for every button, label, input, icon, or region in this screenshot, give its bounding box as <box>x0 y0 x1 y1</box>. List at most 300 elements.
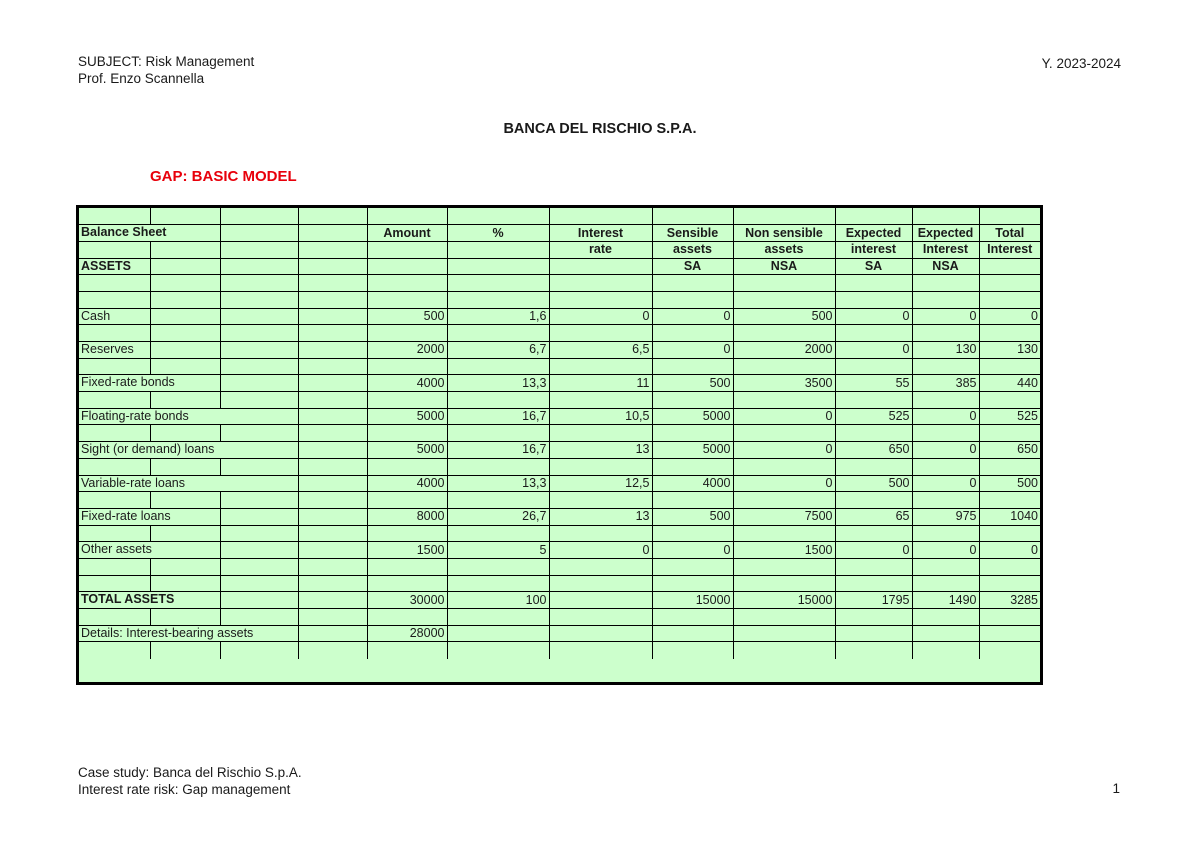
table-cell <box>447 275 549 292</box>
table-cell <box>220 508 298 525</box>
table-cell <box>733 275 835 292</box>
value-rate: 13 <box>549 508 652 525</box>
table-cell <box>733 558 835 575</box>
total-exp_nsa: 1490 <box>912 592 979 609</box>
table-cell <box>220 241 298 258</box>
value-exp_sa: 650 <box>835 442 912 459</box>
value-pct: 13,3 <box>447 475 549 492</box>
value-exp_nsa: 0 <box>912 475 979 492</box>
table-cell <box>912 325 979 342</box>
table-cell <box>367 642 447 659</box>
table-cell <box>912 625 979 642</box>
row-label <box>79 625 254 642</box>
details-row <box>79 625 1040 642</box>
table-cell <box>298 425 367 442</box>
table-cell <box>298 225 367 242</box>
value-amount: 8000 <box>367 508 447 525</box>
table-cell <box>220 558 298 575</box>
table-cell <box>835 558 912 575</box>
table-cell <box>652 458 733 475</box>
value-exp_sa: 500 <box>835 475 912 492</box>
table-cell <box>835 525 912 542</box>
table-cell <box>652 275 733 292</box>
table-cell <box>652 208 733 225</box>
table-cell <box>220 609 298 626</box>
table-cell <box>298 442 367 459</box>
table-row <box>79 508 1040 525</box>
cell-label: Floating-rate bonds <box>81 408 189 423</box>
value-total: 130 <box>979 342 1040 359</box>
header-row <box>79 258 1040 275</box>
table-cell <box>549 525 652 542</box>
table-cell <box>298 458 367 475</box>
spacer-row <box>79 325 1040 342</box>
header-row <box>79 225 1040 242</box>
value-total: 500 <box>979 475 1040 492</box>
value-nsa: 1500 <box>733 542 835 559</box>
column-header-exp_nsa: NSA <box>912 258 979 275</box>
table-cell <box>150 258 220 275</box>
row-label <box>79 475 185 492</box>
cell-label: Reserves <box>81 342 134 356</box>
column-header-exp_sa: SA <box>835 258 912 275</box>
total-row <box>79 592 1040 609</box>
details-amount: 28000 <box>367 625 447 642</box>
value-amount: 5000 <box>367 408 447 425</box>
cell-label: Other assets <box>81 542 152 557</box>
column-header-total: Interest <box>979 241 1040 258</box>
value-nsa: 2000 <box>733 342 835 359</box>
table-cell <box>835 392 912 409</box>
table-cell <box>979 492 1040 509</box>
table-cell <box>367 492 447 509</box>
table-cell <box>150 575 220 592</box>
value-pct: 16,7 <box>447 442 549 459</box>
table-cell <box>835 425 912 442</box>
table-cell <box>835 625 912 642</box>
table-cell <box>447 392 549 409</box>
value-nsa: 0 <box>733 475 835 492</box>
table-cell <box>298 592 367 609</box>
table-cell <box>298 275 367 292</box>
table-cell <box>447 625 549 642</box>
table-cell <box>652 325 733 342</box>
table-cell <box>220 258 298 275</box>
value-rate: 12,5 <box>549 475 652 492</box>
table-cell <box>835 291 912 308</box>
table-cell <box>298 342 367 359</box>
table-cell <box>79 458 150 475</box>
table-cell <box>652 642 733 659</box>
cell-label: Fixed-rate loans <box>81 508 171 523</box>
table-cell <box>220 358 298 375</box>
document-footer <box>78 764 302 798</box>
table-cell <box>979 575 1040 592</box>
table-cell <box>979 558 1040 575</box>
value-exp_sa: 0 <box>835 308 912 325</box>
table-cell <box>220 458 298 475</box>
table-cell <box>652 625 733 642</box>
table-cell <box>79 358 150 375</box>
table-cell <box>979 525 1040 542</box>
table-cell <box>652 492 733 509</box>
value-total: 1040 <box>979 508 1040 525</box>
column-header-nsa: NSA <box>733 258 835 275</box>
table-cell <box>447 609 549 626</box>
table-cell <box>367 325 447 342</box>
table-cell <box>367 258 447 275</box>
value-exp_sa: 55 <box>835 375 912 392</box>
total-total: 3285 <box>979 592 1040 609</box>
table-cell <box>912 425 979 442</box>
table-cell <box>549 425 652 442</box>
table-cell <box>298 575 367 592</box>
spacer-row <box>79 275 1040 292</box>
table-cell <box>549 208 652 225</box>
value-amount: 4000 <box>367 475 447 492</box>
value-pct: 16,7 <box>447 408 549 425</box>
table-cell <box>220 208 298 225</box>
table-cell <box>733 208 835 225</box>
table-cell <box>733 525 835 542</box>
page-number: 1 <box>1112 781 1120 796</box>
row-label <box>79 442 215 459</box>
value-amount: 500 <box>367 308 447 325</box>
value-pct: 1,6 <box>447 308 549 325</box>
value-exp_sa: 0 <box>835 542 912 559</box>
table-cell <box>150 325 220 342</box>
table-cell <box>220 275 298 292</box>
table-cell <box>447 325 549 342</box>
row-label <box>79 508 171 525</box>
column-header-exp_nsa: Expected <box>912 225 979 242</box>
table-cell <box>979 609 1040 626</box>
table-cell <box>298 258 367 275</box>
table-cell <box>367 291 447 308</box>
value-nsa: 7500 <box>733 508 835 525</box>
table-cell <box>150 642 220 659</box>
academic-year: Y. 2023-2024 <box>1041 56 1121 71</box>
table-cell <box>979 258 1040 275</box>
value-total: 650 <box>979 442 1040 459</box>
table-cell <box>298 542 367 559</box>
row-label <box>79 342 150 359</box>
value-rate: 6,5 <box>549 342 652 359</box>
table-cell <box>367 458 447 475</box>
table-cell <box>549 609 652 626</box>
table-cell <box>979 625 1040 642</box>
table-cell <box>220 291 298 308</box>
table-cell <box>367 525 447 542</box>
value-rate: 0 <box>549 308 652 325</box>
table-row <box>79 408 1040 425</box>
total-exp_sa: 1795 <box>835 592 912 609</box>
table-cell <box>447 358 549 375</box>
table-cell <box>549 575 652 592</box>
table-cell <box>150 525 220 542</box>
value-nsa: 500 <box>733 308 835 325</box>
column-header-nsa: Non sensible <box>733 225 835 242</box>
table-cell <box>733 325 835 342</box>
column-header-exp_nsa: Interest <box>912 241 979 258</box>
table-row <box>79 375 1040 392</box>
table-cell <box>912 558 979 575</box>
table-cell <box>447 642 549 659</box>
table-cell <box>835 492 912 509</box>
value-rate: 11 <box>549 375 652 392</box>
table-cell <box>150 609 220 626</box>
table-cell <box>979 392 1040 409</box>
table-cell <box>835 458 912 475</box>
table-cell <box>447 241 549 258</box>
total-sa: 15000 <box>652 592 733 609</box>
table-row <box>79 442 1040 459</box>
table-cell <box>835 275 912 292</box>
value-sa: 5000 <box>652 408 733 425</box>
table-cell <box>367 241 447 258</box>
document-title: BANCA DEL RISCHIO S.P.A. <box>503 121 697 137</box>
table-cell <box>79 275 150 292</box>
spacer-row <box>79 575 1040 592</box>
value-amount: 1500 <box>367 542 447 559</box>
table-cell <box>652 392 733 409</box>
table-cell <box>298 375 367 392</box>
spacer-row <box>79 525 1040 542</box>
table-cell <box>298 358 367 375</box>
value-nsa: 0 <box>733 408 835 425</box>
value-sa: 0 <box>652 342 733 359</box>
table-cell <box>835 642 912 659</box>
table-cell <box>220 342 298 359</box>
table-cell <box>549 291 652 308</box>
cell-label: ASSETS <box>81 258 132 273</box>
table-cell <box>835 575 912 592</box>
table-cell <box>979 275 1040 292</box>
table-cell <box>912 291 979 308</box>
table-cell <box>447 425 549 442</box>
table-cell <box>220 425 298 442</box>
value-rate: 0 <box>549 542 652 559</box>
table-cell <box>912 525 979 542</box>
table-cell <box>298 609 367 626</box>
footer-topic: Interest rate risk: Gap management <box>78 782 291 797</box>
table-cell <box>220 475 298 492</box>
table-cell <box>367 558 447 575</box>
document-header-left <box>78 53 254 87</box>
value-amount: 4000 <box>367 375 447 392</box>
value-total: 525 <box>979 408 1040 425</box>
spacer-row <box>79 392 1040 409</box>
table-row <box>79 542 1040 559</box>
value-sa: 4000 <box>652 475 733 492</box>
table-cell <box>79 642 150 659</box>
table-cell <box>912 275 979 292</box>
value-pct: 5 <box>447 542 549 559</box>
table-cell <box>367 575 447 592</box>
value-sa: 5000 <box>652 442 733 459</box>
cell-label: Cash <box>81 308 111 323</box>
value-nsa: 0 <box>733 442 835 459</box>
column-header-exp_sa: Expected <box>835 225 912 242</box>
column-header-rate: rate <box>549 241 652 258</box>
column-header-sa: assets <box>652 241 733 258</box>
table-cell <box>447 575 549 592</box>
header-row <box>79 241 1040 258</box>
table-cell <box>79 575 150 592</box>
table-cell <box>220 408 298 425</box>
table-cell <box>298 508 367 525</box>
table-cell <box>220 642 298 659</box>
table-cell <box>367 425 447 442</box>
table-row <box>79 308 1040 325</box>
section-title: GAP: BASIC MODEL <box>150 168 297 185</box>
table-cell <box>298 308 367 325</box>
table-cell <box>298 558 367 575</box>
table-cell <box>912 642 979 659</box>
value-exp_nsa: 0 <box>912 408 979 425</box>
table-cell <box>733 458 835 475</box>
value-sa: 500 <box>652 508 733 525</box>
table-cell <box>733 625 835 642</box>
total-pct: 100 <box>447 592 549 609</box>
row-label <box>79 408 189 425</box>
table-cell <box>367 609 447 626</box>
table-cell <box>298 291 367 308</box>
table-cell <box>912 492 979 509</box>
table-cell <box>220 492 298 509</box>
table-cell <box>549 458 652 475</box>
table-cell <box>150 542 220 559</box>
table-cell <box>150 425 220 442</box>
value-exp_sa: 65 <box>835 508 912 525</box>
table-cell <box>79 325 150 342</box>
column-header-nsa: assets <box>733 241 835 258</box>
subject-text: SUBJECT: Risk Management <box>78 54 255 69</box>
table-cell <box>367 208 447 225</box>
value-rate: 13 <box>549 442 652 459</box>
footer-case-study: Case study: Banca del Rischio S.p.A. <box>78 765 302 780</box>
table-cell <box>150 492 220 509</box>
value-total: 0 <box>979 308 1040 325</box>
table-body <box>79 208 1040 659</box>
table-cell <box>220 308 298 325</box>
table-cell <box>835 208 912 225</box>
table-cell <box>220 575 298 592</box>
row-label <box>79 542 150 559</box>
balance-sheet-table <box>76 205 1043 685</box>
table-cell <box>79 492 150 509</box>
table-cell <box>549 258 652 275</box>
table-cell <box>367 392 447 409</box>
table-cell <box>220 325 298 342</box>
column-header-pct: % <box>447 225 549 242</box>
value-pct: 6,7 <box>447 342 549 359</box>
table-cell <box>447 258 549 275</box>
value-pct: 13,3 <box>447 375 549 392</box>
table-cell <box>549 392 652 409</box>
table-cell <box>912 208 979 225</box>
value-exp_nsa: 0 <box>912 442 979 459</box>
table-cell <box>979 458 1040 475</box>
table-cell <box>220 525 298 542</box>
table-cell <box>549 325 652 342</box>
cell-label: Details: Interest-bearing assets <box>81 625 254 640</box>
table-cell <box>79 609 150 626</box>
table-cell <box>835 325 912 342</box>
table-cell <box>979 208 1040 225</box>
table-cell <box>979 642 1040 659</box>
value-exp_sa: 525 <box>835 408 912 425</box>
table-cell <box>447 492 549 509</box>
table-cell <box>549 492 652 509</box>
column-header-exp_sa: interest <box>835 241 912 258</box>
column-header-sa: Sensible <box>652 225 733 242</box>
total-amount: 30000 <box>367 592 447 609</box>
value-rate: 10,5 <box>549 408 652 425</box>
cell-label: Fixed-rate bonds <box>81 375 175 390</box>
table-cell <box>979 291 1040 308</box>
table-cell <box>652 525 733 542</box>
table-cell <box>220 375 298 392</box>
table-cell <box>150 358 220 375</box>
table-cell <box>150 342 220 359</box>
table-cell <box>835 609 912 626</box>
table-cell <box>150 208 220 225</box>
value-exp_sa: 0 <box>835 342 912 359</box>
table-cell <box>298 625 367 642</box>
total-nsa: 15000 <box>733 592 835 609</box>
table-cell <box>733 492 835 509</box>
spreadsheet-grid <box>79 208 1040 659</box>
table-cell <box>652 558 733 575</box>
column-header-rate: Interest <box>549 225 652 242</box>
table-cell <box>220 442 298 459</box>
table-cell <box>298 241 367 258</box>
table-cell <box>150 558 220 575</box>
row-label <box>79 225 167 242</box>
value-sa: 0 <box>652 542 733 559</box>
value-sa: 0 <box>652 308 733 325</box>
table-cell <box>150 275 220 292</box>
value-exp_nsa: 0 <box>912 542 979 559</box>
table-cell <box>298 325 367 342</box>
value-exp_nsa: 975 <box>912 508 979 525</box>
spacer-row <box>79 558 1040 575</box>
table-cell <box>79 291 150 308</box>
spacer-row <box>79 208 1040 225</box>
table-cell <box>912 392 979 409</box>
table-cell <box>733 291 835 308</box>
table-cell <box>298 392 367 409</box>
professor-text: Prof. Enzo Scannella <box>78 71 205 86</box>
table-cell <box>549 358 652 375</box>
table-cell <box>150 241 220 258</box>
spacer-row <box>79 291 1040 308</box>
table-cell <box>733 392 835 409</box>
table-cell <box>367 275 447 292</box>
table-cell <box>652 425 733 442</box>
column-header-sa: SA <box>652 258 733 275</box>
table-cell <box>220 542 298 559</box>
table-cell <box>979 325 1040 342</box>
value-total: 440 <box>979 375 1040 392</box>
table-cell <box>150 392 220 409</box>
table-cell <box>733 425 835 442</box>
table-cell <box>150 291 220 308</box>
spacer-row <box>79 642 1040 659</box>
table-cell <box>150 308 220 325</box>
table-cell <box>912 458 979 475</box>
